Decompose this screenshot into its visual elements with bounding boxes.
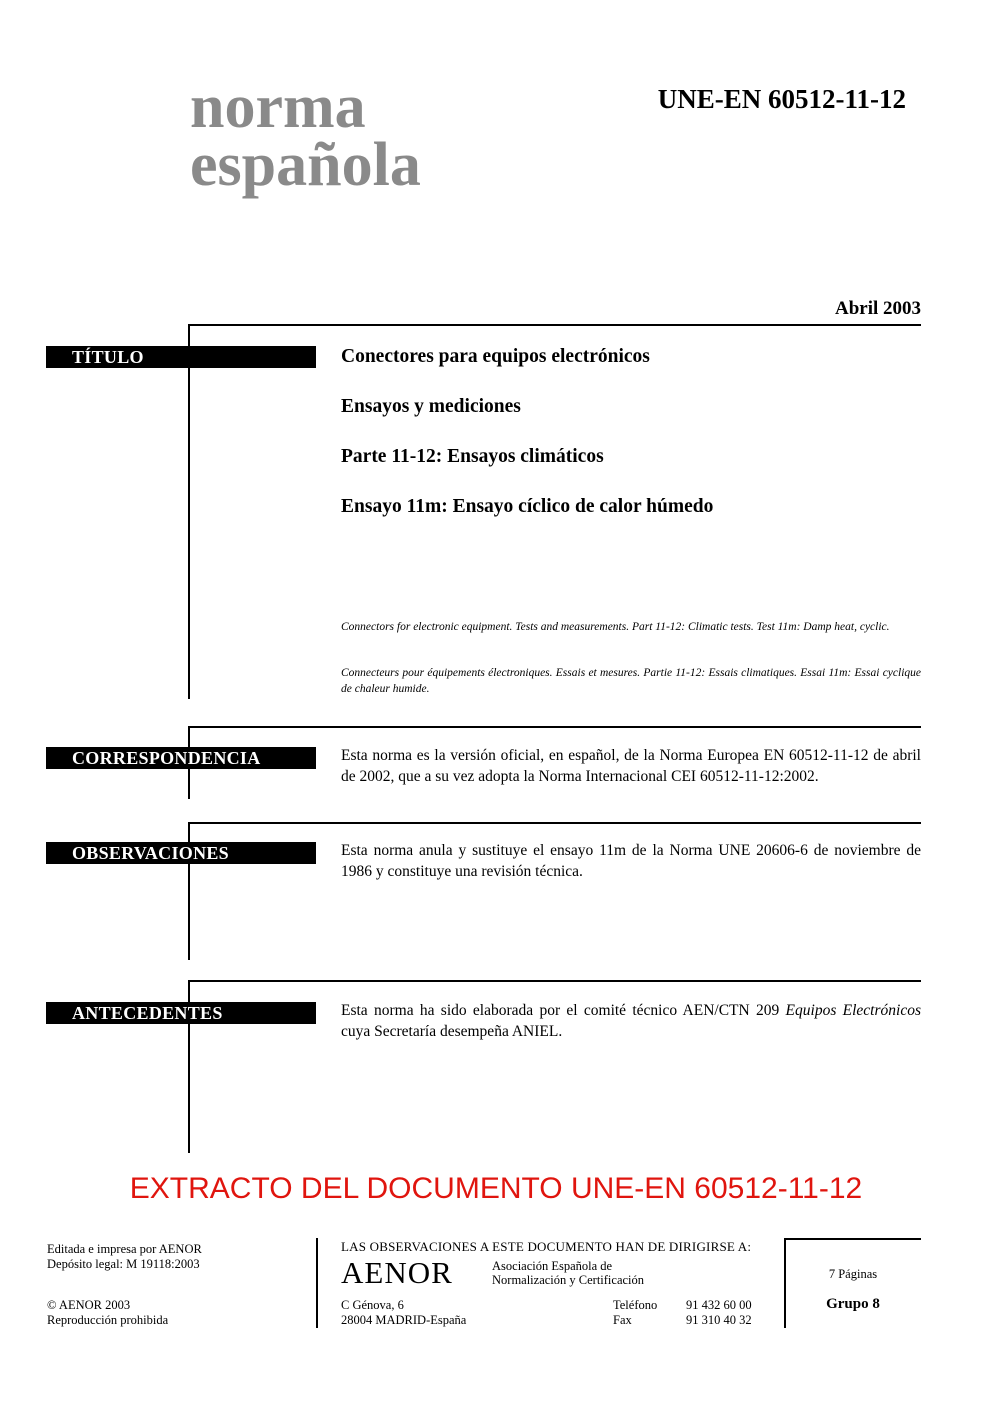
antecedentes-text	[341, 1000, 921, 1042]
label-titulo: TÍTULO	[46, 346, 316, 368]
title-english: Connectors for electronic equipment. Tests and measurements. Part 11-12: Climatic tests. Test 11m: Damp heat, cyclic.	[341, 621, 890, 633]
antecedentes-text-end: cuya Secretaría desempeña ANIEL.	[341, 1023, 563, 1040]
footer-divider-right	[784, 1238, 786, 1328]
footer-address-city: 28004 MADRID-España	[341, 1313, 467, 1327]
brand-line-1: norma	[190, 73, 366, 141]
footer-box-top	[784, 1238, 921, 1240]
section-divider	[188, 324, 921, 326]
section-divider	[188, 726, 921, 728]
publication-date: Abril 2003	[834, 298, 921, 319]
brand-line-2: española	[190, 131, 421, 199]
footer-fax-label: Fax	[613, 1313, 632, 1327]
label-observaciones: OBSERVACIONES	[46, 842, 316, 864]
footer-copyright: © AENOR 2003	[47, 1298, 131, 1312]
extract-watermark: EXTRACTO DEL DOCUMENTO UNE-EN 60512-11-12	[129, 1172, 863, 1205]
price-group: Grupo 8	[826, 1296, 880, 1312]
label-correspondencia: CORRESPONDENCIA	[46, 747, 316, 769]
footer-phone: 91 432 60 00	[686, 1298, 752, 1312]
footer-phone-label: Teléfono	[613, 1298, 658, 1312]
aenor-logo: AENOR	[341, 1255, 453, 1290]
section-divider	[188, 822, 921, 824]
page-count: 7 Páginas	[828, 1267, 878, 1281]
footer-address-street: C Génova, 6	[341, 1298, 404, 1312]
section-vertical-rule	[188, 324, 190, 699]
title-line-3: Parte 11-12: Ensayos climáticos	[341, 446, 604, 467]
title-line-1: Conectores para equipos electrónicos	[341, 346, 650, 367]
norma-espanola-brand	[190, 73, 421, 199]
title-french: Connecteurs pour équipements électroniques. Essais et mesures. Partie 11-12: Essais climatiques. Essai 11m: Essai cyclique de chaleur humide.	[341, 667, 921, 695]
antecedentes-text-start: Esta norma ha sido elaborada por el comité técnico AEN/CTN 209	[341, 1002, 786, 1019]
correspondencia-text: Esta norma es la versión oficial, en español, de la Norma Europea EN 60512-11-12 de abril de 2002, que a su vez adopta la Norma Internacional CEI 60512-11-12:2002.	[341, 747, 921, 785]
section-divider	[188, 980, 921, 982]
footer-contact-heading: LAS OBSERVACIONES A ESTE DOCUMENTO HAN DE DIRIGIRSE A:	[341, 1239, 752, 1254]
label-antecedentes: ANTECEDENTES	[46, 1002, 316, 1024]
title-line-2: Ensayos y mediciones	[341, 396, 521, 417]
footer-deposit: Depósito legal: M 19118:2003	[47, 1257, 200, 1271]
document-number: UNE-EN 60512-11-12	[657, 84, 906, 114]
title-line-4: Ensayo 11m: Ensayo cíclico de calor húmedo	[341, 496, 714, 517]
footer-fax: 91 310 40 32	[686, 1313, 752, 1327]
footer-divider-left	[316, 1238, 318, 1328]
association-line-2: Normalización y Certificación	[492, 1273, 645, 1287]
footer-edited: Editada e impresa por AENOR	[47, 1242, 202, 1256]
observaciones-text: Esta norma anula y sustituye el ensayo 11m de la Norma UNE 20606-6 de noviembre de 1986 y constituye una revisión técnica.	[341, 842, 921, 880]
association-line-1: Asociación Española de	[492, 1259, 613, 1273]
footer-reproduction: Reproducción prohibida	[47, 1313, 169, 1327]
aenor-association	[492, 1259, 644, 1287]
antecedentes-committee-name: Equipos Electrónicos	[785, 1002, 921, 1019]
